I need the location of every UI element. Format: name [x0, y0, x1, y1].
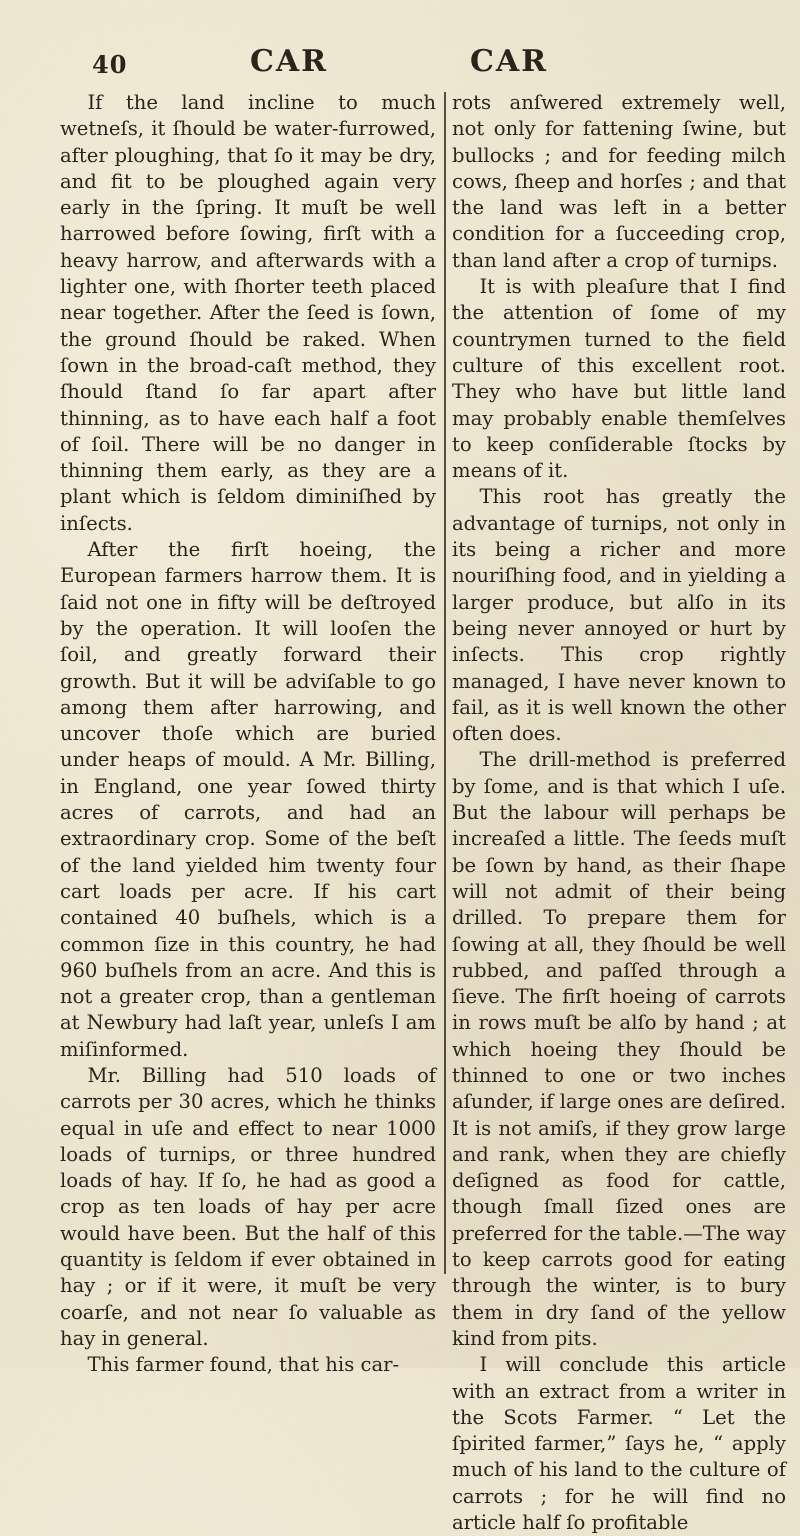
running-head-left: CAR: [250, 44, 329, 79]
page-header: [0, 44, 800, 84]
paragraph: After the firſt hoeing, the European farmers harrow them. It is ſaid not one in fifty will be deſtroyed by the operation. It will looſen the ſoil, and greatly forward their growth. But it will be adviſable to go among them after harrowing, and uncover thoſe which are buried under heaps of mould. A Mr. Billing, in England, one year ſowed thirty acres of carrots, and had an extraordinary crop. Some of the beſt of the land yielded him twenty four cart loads per acre. If his cart contained 40 buſhels, which is a common ſize in this country, he had 960 buſhels from an acre. And this is not a greater crop, than a gentleman at Newbury had laſt year, unleſs I am miſinformed.: [60, 538, 436, 1061]
right-column: [452, 90, 786, 1536]
page-number: 40: [92, 50, 128, 79]
paragraph: The drill-method is preferred by ſome, and is that which I uſe. But the labour will perhaps be increaſed a little. The ſeeds muſt be ſown by hand, as their ſhape will not admit of their being drilled. To prepare them for ſowing at all, they ſhould be well rubbed, and paſſed through a ſieve. The firſt hoeing of carrots in rows muſt be alſo by hand ; at which hoeing they ſhould be thinned to one or two inches aſunder, if large ones are deſired. It is not amiſs, if they grow large and rank, when they are chiefly deſigned as food for cattle, though ſmall ſized ones are preferred for the table.—The way to keep carrots good for eating through the winter, is to bury them in dry ſand of the yellow kind from pits.: [452, 748, 786, 1350]
paragraph: This root has greatly the advantage of turnips, not only in its being a richer and more nouriſhing food, and in yielding a larger produce, but alſo in its being never annoyed or hurt by inſects. This crop rightly managed, I have never known to fail, as it is well known the other often does.: [452, 485, 786, 746]
paragraph: It is with pleaſure that I find the attention of ſome of my countrymen turned to the field culture of this excellent root. They who have but little land may probably enable themſelves to keep conſiderable ſtocks by means of it.: [452, 275, 786, 483]
column-divider: [444, 92, 446, 1274]
running-head-right: CAR: [470, 44, 549, 79]
paragraph: If the land incline to much wetneſs, it ſhould be water-furrowed, after ploughing, that ſo it may be dry, and fit to be ploughed again very early in the ſpring. It muſt be well harrowed before ſowing, firſt with a heavy harrow, and afterwards with a lighter one, with ſhorter teeth placed near together. After the ſeed is ſown, the ground ſhould be raked. When ſown in the broad-caſt method, they ſhould ſtand ſo far apart after thinning, as to have each half a foot of ſoil. There will be no danger in thinning them early, as they are a plant which is ſeldom diminiſhed by inſects.: [60, 91, 436, 535]
paragraph: I will conclude this article with an extract from a writer in the Scots Farmer. “ Let the ſpirited farmer,” ſays he, “ apply much of his land to the culture of carrots ; for he will find no article half ſo profitable: [452, 1353, 786, 1535]
paragraph: This farmer found, that his car-: [87, 1353, 400, 1377]
paragraph: Mr. Billing had 510 loads of carrots per 30 acres, which he thinks equal in uſe and effect to near 1000 loads of turnips, or three hundred loads of hay. If ſo, he had as good a crop as ten loads of hay per acre would have been. But the half of this quantity is ſeldom if ever obtained in hay ; or if it were, it muſt be very coarſe, and not near ſo valuable as hay in general.: [60, 1063, 436, 1350]
left-column: [60, 90, 436, 1379]
paragraph: rots anſwered extremely well, not only for fattening ſwine, but bullocks ; and for feeding milch cows, ſheep and horſes ; and that the land was left in a better condition for a ſucceeding crop, than land after a crop of turnips.: [452, 91, 786, 272]
